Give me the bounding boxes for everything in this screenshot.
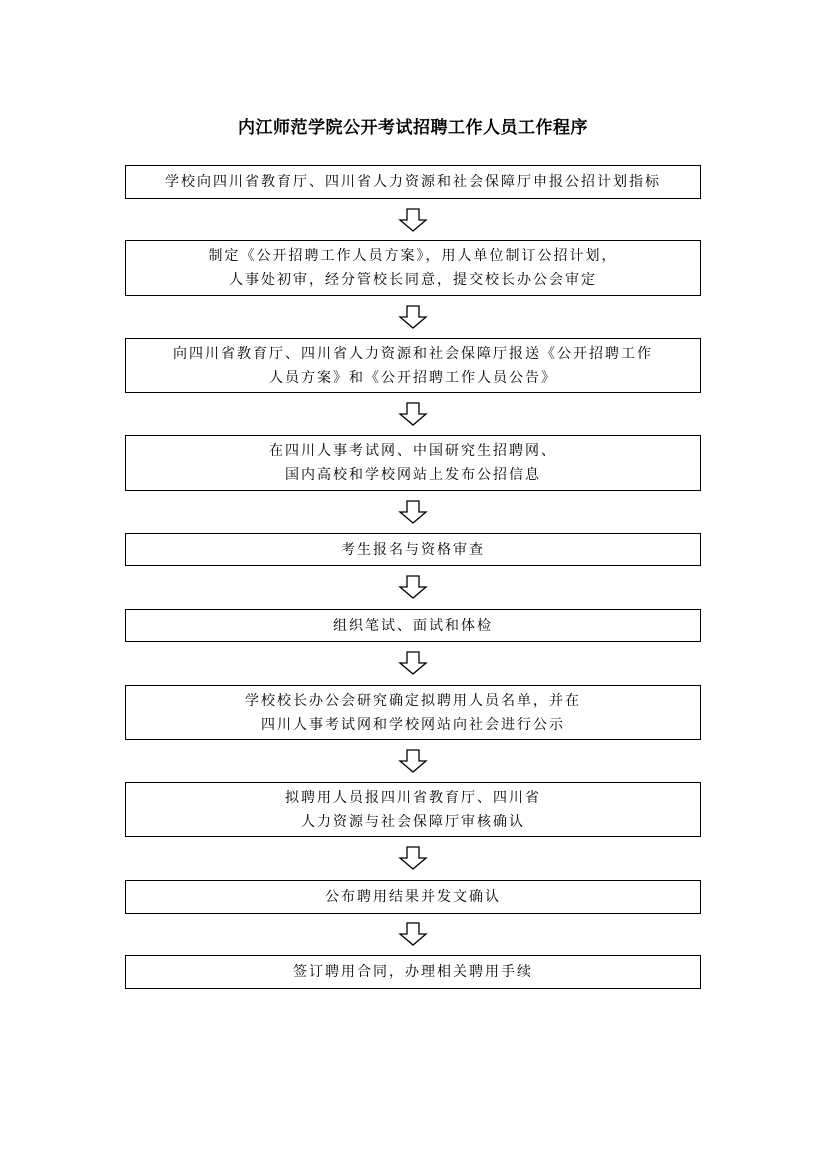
down-arrow-icon: [398, 922, 428, 946]
step-text-line: 学校向四川省教育厅、四川省人力资源和社会保障厅申报公招计划指标: [165, 174, 661, 190]
step-text-line: 考生报名与资格审查: [341, 541, 485, 558]
down-arrow-icon: [398, 500, 428, 524]
step-text-line: 制定《公开招聘工作人员方案》，用人单位制订公招计划，: [208, 248, 618, 264]
down-arrow-icon: [398, 846, 428, 870]
down-arrow-icon: [398, 749, 428, 773]
flow-step-2: [125, 240, 701, 296]
down-arrow-icon: [398, 305, 428, 329]
flow-step-4: [125, 435, 701, 491]
flow-step-5: [125, 533, 701, 566]
flow-step-9: [125, 880, 701, 914]
flow-step-7: [125, 685, 701, 740]
down-arrow-icon: [398, 402, 428, 426]
step-text-line: 拟聘用人员报四川省教育厅、四川省: [285, 789, 541, 806]
step-text-line: 人事处初审，经分管校长同意，提交校长办公会审定: [229, 272, 597, 288]
down-arrow-icon: [398, 651, 428, 675]
flow-step-3: [125, 338, 701, 393]
flow-step-6: [125, 609, 701, 642]
step-text-line: 组织笔试、面试和体检: [333, 617, 493, 634]
down-arrow-icon: [398, 575, 428, 599]
step-text-line: 签订聘用合同，办理相关聘用手续: [293, 964, 533, 980]
flow-step-1: [125, 165, 701, 199]
step-text-line: 国内高校和学校网站上发布公招信息: [285, 467, 541, 483]
step-text-line: 公布聘用结果并发文确认: [325, 889, 501, 905]
step-text-line: 人员方案》和《公开招聘工作人员公告》: [269, 369, 557, 386]
step-text-line: 学校校长办公会研究确定拟聘用人员名单，并在: [245, 692, 581, 709]
step-text-line: 人力资源与社会保障厅审核确认: [301, 813, 525, 830]
flow-step-10: [125, 955, 701, 989]
step-text-line: 四川人事考试网和学校网站向社会进行公示: [261, 716, 565, 733]
step-text-line: 向四川省教育厅、四川省人力资源和社会保障厅报送《公开招聘工作: [173, 345, 653, 362]
flow-step-8: [125, 782, 701, 837]
step-text-line: 在四川人事考试网、中国研究生招聘网、: [269, 443, 557, 459]
page-title: 内江师范学院公开考试招聘工作人员工作程序: [238, 118, 588, 138]
down-arrow-icon: [398, 208, 428, 232]
